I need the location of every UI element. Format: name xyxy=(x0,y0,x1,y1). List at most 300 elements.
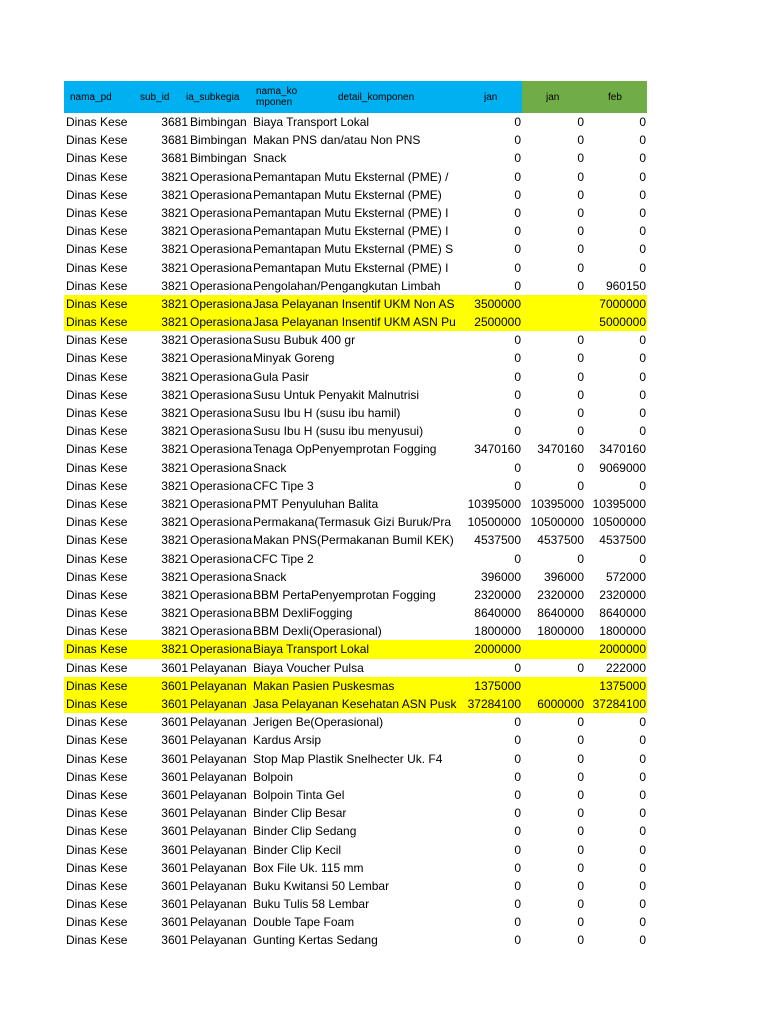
table-row[interactable] xyxy=(64,895,647,913)
cell-subkegiatan[interactable]: Operasiona xyxy=(190,187,252,202)
table-row[interactable] xyxy=(64,822,647,840)
cell-feb[interactable]: 1800000 xyxy=(599,624,646,639)
cell-subkegiatan[interactable]: Operasiona xyxy=(190,606,252,621)
cell-subkegiatan[interactable]: Pelayanan xyxy=(190,660,247,675)
cell-nama-pd[interactable]: Dinas Kese xyxy=(66,878,128,893)
cell-jan-blue[interactable]: 0 xyxy=(514,205,521,220)
cell-jan-green[interactable]: 0 xyxy=(577,133,584,148)
cell-jan-green[interactable]: 0 xyxy=(577,460,584,475)
cell-jan-green[interactable]: 396000 xyxy=(543,569,584,584)
cell-jan-blue[interactable]: 1375000 xyxy=(474,678,521,693)
cell-feb[interactable]: 0 xyxy=(639,369,646,384)
cell-jan-green[interactable]: 0 xyxy=(577,842,584,857)
cell-sub-id[interactable]: 3601 xyxy=(161,842,188,857)
cell-sub-id[interactable]: 3601 xyxy=(161,751,188,766)
cell-nama-pd[interactable]: Dinas Kese xyxy=(66,169,128,184)
cell-sub-id[interactable]: 3821 xyxy=(161,533,188,548)
table-row[interactable] xyxy=(64,295,647,313)
cell-nama-pd[interactable]: Dinas Kese xyxy=(66,205,128,220)
cell-nama-pd[interactable]: Dinas Kese xyxy=(66,897,128,912)
cell-subkegiatan[interactable]: Bimbingan xyxy=(190,115,247,129)
cell-jan-blue[interactable]: 1800000 xyxy=(474,624,521,639)
cell-nama-pd[interactable]: Dinas Kese xyxy=(66,315,128,330)
cell-sub-id[interactable]: 3681 xyxy=(161,115,188,129)
table-row[interactable] xyxy=(64,186,647,204)
cell-detail-komponen[interactable]: BBM DexliFogging xyxy=(253,606,353,621)
cell-subkegiatan[interactable]: Pelayanan xyxy=(190,806,247,821)
table-row[interactable] xyxy=(64,568,647,586)
header-detail-komponen[interactable]: detail_komponen xyxy=(338,91,415,103)
cell-detail-komponen[interactable]: Pemantapan Mutu Eksternal (PME) I xyxy=(253,260,449,275)
cell-detail-komponen[interactable]: BBM PertaPenyemprotan Fogging xyxy=(253,587,436,602)
header-sub-id[interactable]: sub_id xyxy=(140,91,170,103)
cell-feb[interactable]: 0 xyxy=(639,733,646,748)
cell-jan-green[interactable]: 0 xyxy=(577,915,584,930)
cell-nama-pd[interactable]: Dinas Kese xyxy=(66,806,128,821)
cell-jan-blue[interactable]: 0 xyxy=(514,769,521,784)
table-row[interactable] xyxy=(64,550,647,568)
cell-feb[interactable]: 0 xyxy=(639,787,646,802)
cell-sub-id[interactable]: 3821 xyxy=(161,406,188,420)
cell-jan-green[interactable]: 0 xyxy=(577,878,584,893)
cell-detail-komponen[interactable]: BBM Dexli(Operasional) xyxy=(253,624,382,639)
cell-jan-blue[interactable]: 0 xyxy=(514,151,521,166)
cell-detail-komponen[interactable]: Susu Untuk Penyakit Malnutrisi xyxy=(253,387,420,402)
cell-detail-komponen[interactable]: Biaya Transport Lokal xyxy=(253,642,370,657)
cell-feb[interactable]: 0 xyxy=(639,424,646,439)
cell-jan-blue[interactable]: 2320000 xyxy=(474,587,521,602)
cell-sub-id[interactable]: 3601 xyxy=(161,678,188,693)
table-row[interactable] xyxy=(64,531,647,549)
cell-feb[interactable]: 0 xyxy=(639,224,646,239)
cell-nama-pd[interactable]: Dinas Kese xyxy=(66,187,128,202)
cell-detail-komponen[interactable]: Gunting Kertas Sedang xyxy=(253,933,378,948)
cell-feb[interactable]: 222000 xyxy=(605,660,646,675)
cell-feb[interactable]: 0 xyxy=(639,842,646,857)
cell-jan-blue[interactable]: 0 xyxy=(514,460,521,475)
cell-feb[interactable]: 0 xyxy=(639,133,646,148)
cell-subkegiatan[interactable]: Operasiona xyxy=(190,496,252,511)
header-nama-subkegiatan[interactable]: ia_subkegia xyxy=(186,91,240,103)
cell-feb[interactable]: 37284100 xyxy=(592,697,646,711)
cell-detail-komponen[interactable]: Susu Bubuk 400 gr xyxy=(253,333,356,348)
cell-sub-id[interactable]: 3821 xyxy=(161,460,188,475)
cell-nama-pd[interactable]: Dinas Kese xyxy=(66,387,128,402)
cell-detail-komponen[interactable]: Makan PNS dan/atau Non PNS xyxy=(253,133,421,148)
cell-nama-pd[interactable]: Dinas Kese xyxy=(66,478,128,493)
cell-subkegiatan[interactable]: Operasiona xyxy=(190,260,252,275)
cell-jan-blue[interactable]: 4537500 xyxy=(474,533,521,548)
cell-detail-komponen[interactable]: Susu Ibu H (susu ibu menyusui) xyxy=(253,424,424,439)
cell-nama-pd[interactable]: Dinas Kese xyxy=(66,678,128,693)
table-row[interactable] xyxy=(64,495,647,513)
cell-sub-id[interactable]: 3601 xyxy=(161,824,188,839)
cell-jan-green[interactable]: 0 xyxy=(577,224,584,239)
cell-sub-id[interactable]: 3821 xyxy=(161,624,188,639)
table-row[interactable] xyxy=(64,677,647,695)
cell-subkegiatan[interactable]: Pelayanan xyxy=(190,787,247,802)
table-row[interactable] xyxy=(64,513,647,531)
cell-detail-komponen[interactable]: CFC Tipe 2 xyxy=(253,551,314,566)
table-row[interactable] xyxy=(64,622,647,640)
cell-sub-id[interactable]: 3821 xyxy=(161,478,188,493)
cell-nama-pd[interactable]: Dinas Kese xyxy=(66,551,128,566)
cell-sub-id[interactable]: 3821 xyxy=(161,278,188,293)
cell-detail-komponen[interactable]: Pemantapan Mutu Eksternal (PME) / xyxy=(253,169,449,184)
cell-jan-blue[interactable]: 0 xyxy=(514,478,521,493)
cell-detail-komponen[interactable]: Gula Pasir xyxy=(253,369,310,384)
cell-detail-komponen[interactable]: Permakana(Termasuk Gizi Buruk/Pra xyxy=(253,515,452,530)
cell-sub-id[interactable]: 3821 xyxy=(161,260,188,275)
cell-sub-id[interactable]: 3601 xyxy=(161,933,188,948)
cell-jan-green[interactable]: 0 xyxy=(577,751,584,766)
table-row[interactable] xyxy=(64,331,647,349)
cell-jan-blue[interactable]: 0 xyxy=(514,387,521,402)
cell-nama-pd[interactable]: Dinas Kese xyxy=(66,860,128,875)
cell-detail-komponen[interactable]: Kardus Arsip xyxy=(253,733,322,748)
cell-jan-blue[interactable]: 2500000 xyxy=(474,315,521,330)
cell-subkegiatan[interactable]: Pelayanan xyxy=(190,769,247,784)
cell-nama-pd[interactable]: Dinas Kese xyxy=(66,787,128,802)
cell-subkegiatan[interactable]: Operasiona xyxy=(190,369,252,384)
cell-subkegiatan[interactable]: Operasiona xyxy=(190,424,252,439)
cell-sub-id[interactable]: 3821 xyxy=(161,187,188,202)
cell-sub-id[interactable]: 3821 xyxy=(161,642,188,657)
cell-sub-id[interactable]: 3601 xyxy=(161,769,188,784)
cell-nama-pd[interactable]: Dinas Kese xyxy=(66,733,128,748)
cell-subkegiatan[interactable]: Operasiona xyxy=(190,169,252,184)
cell-jan-green[interactable]: 0 xyxy=(577,660,584,675)
cell-jan-blue[interactable]: 0 xyxy=(514,715,521,730)
table-row[interactable] xyxy=(64,113,647,131)
cell-detail-komponen[interactable]: PMT Penyuluhan Balita xyxy=(253,496,379,511)
cell-jan-green[interactable]: 0 xyxy=(577,260,584,275)
cell-subkegiatan[interactable]: Bimbingan xyxy=(190,151,247,166)
table-row[interactable] xyxy=(64,768,647,786)
cell-nama-pd[interactable]: Dinas Kese xyxy=(66,260,128,275)
cell-feb[interactable]: 0 xyxy=(639,387,646,402)
cell-jan-green[interactable]: 0 xyxy=(577,478,584,493)
cell-jan-blue[interactable]: 0 xyxy=(514,224,521,239)
cell-jan-blue[interactable]: 10500000 xyxy=(467,515,521,530)
cell-sub-id[interactable]: 3821 xyxy=(161,551,188,566)
cell-sub-id[interactable]: 3821 xyxy=(161,333,188,348)
cell-feb[interactable]: 0 xyxy=(639,897,646,912)
cell-feb[interactable]: 0 xyxy=(639,351,646,366)
table-row[interactable] xyxy=(64,149,647,167)
table-row[interactable] xyxy=(64,204,647,222)
cell-nama-pd[interactable]: Dinas Kese xyxy=(66,460,128,475)
cell-sub-id[interactable]: 3601 xyxy=(161,897,188,912)
cell-subkegiatan[interactable]: Operasiona xyxy=(190,442,252,457)
cell-jan-green[interactable]: 0 xyxy=(577,115,584,129)
table-row[interactable] xyxy=(64,277,647,295)
table-row[interactable] xyxy=(64,786,647,804)
cell-jan-blue[interactable]: 0 xyxy=(514,878,521,893)
cell-detail-komponen[interactable]: Binder Clip Sedang xyxy=(253,824,357,839)
cell-jan-blue[interactable]: 37284100 xyxy=(467,697,521,711)
cell-jan-blue[interactable]: 0 xyxy=(514,915,521,930)
cell-subkegiatan[interactable]: Operasiona xyxy=(190,278,252,293)
cell-sub-id[interactable]: 3821 xyxy=(161,424,188,439)
cell-jan-blue[interactable]: 0 xyxy=(514,333,521,348)
cell-detail-komponen[interactable]: Binder Clip Besar xyxy=(253,806,347,821)
cell-jan-green[interactable]: 0 xyxy=(577,733,584,748)
cell-jan-green[interactable]: 0 xyxy=(577,715,584,730)
cell-nama-pd[interactable]: Dinas Kese xyxy=(66,406,128,420)
cell-subkegiatan[interactable]: Pelayanan xyxy=(190,824,247,839)
cell-sub-id[interactable]: 3601 xyxy=(161,715,188,730)
cell-detail-komponen[interactable]: Jerigen Be(Operasional) xyxy=(253,715,384,730)
cell-jan-green[interactable]: 0 xyxy=(577,187,584,202)
cell-subkegiatan[interactable]: Operasiona xyxy=(190,224,252,239)
cell-nama-pd[interactable]: Dinas Kese xyxy=(66,496,128,511)
table-row[interactable] xyxy=(64,313,647,331)
cell-detail-komponen[interactable]: Stop Map Plastik Snelhecter Uk. F4 xyxy=(253,751,443,766)
table-row[interactable] xyxy=(64,695,647,713)
cell-jan-green[interactable]: 0 xyxy=(577,551,584,566)
cell-sub-id[interactable]: 3821 xyxy=(161,496,188,511)
cell-sub-id[interactable]: 3821 xyxy=(161,587,188,602)
table-row[interactable] xyxy=(64,477,647,495)
cell-detail-komponen[interactable]: Double Tape Foam xyxy=(253,915,355,930)
table-row[interactable] xyxy=(64,804,647,822)
cell-detail-komponen[interactable]: CFC Tipe 3 xyxy=(253,478,314,493)
table-row[interactable] xyxy=(64,750,647,768)
cell-feb[interactable]: 0 xyxy=(639,806,646,821)
cell-jan-blue[interactable]: 0 xyxy=(514,787,521,802)
cell-sub-id[interactable]: 3821 xyxy=(161,569,188,584)
cell-feb[interactable]: 1375000 xyxy=(599,678,646,693)
cell-nama-pd[interactable]: Dinas Kese xyxy=(66,442,128,457)
cell-jan-blue[interactable]: 0 xyxy=(514,115,521,129)
table-row[interactable] xyxy=(64,386,647,404)
cell-jan-blue[interactable]: 396000 xyxy=(480,569,521,584)
cell-nama-pd[interactable]: Dinas Kese xyxy=(66,533,128,548)
cell-jan-green[interactable]: 2320000 xyxy=(537,587,584,602)
cell-nama-pd[interactable]: Dinas Kese xyxy=(66,842,128,857)
table-row[interactable] xyxy=(64,586,647,604)
cell-sub-id[interactable]: 3601 xyxy=(161,733,188,748)
cell-jan-blue[interactable]: 0 xyxy=(514,860,521,875)
cell-detail-komponen[interactable]: Susu Ibu H (susu ibu hamil) xyxy=(253,406,401,420)
cell-jan-blue[interactable]: 0 xyxy=(514,187,521,202)
header-feb[interactable]: feb xyxy=(608,91,622,103)
cell-subkegiatan[interactable]: Operasiona xyxy=(190,406,252,420)
cell-sub-id[interactable]: 3821 xyxy=(161,606,188,621)
cell-sub-id[interactable]: 3821 xyxy=(161,351,188,366)
table-row[interactable] xyxy=(64,168,647,186)
cell-nama-pd[interactable]: Dinas Kese xyxy=(66,133,128,148)
cell-nama-pd[interactable]: Dinas Kese xyxy=(66,751,128,766)
table-row[interactable] xyxy=(64,368,647,386)
cell-feb[interactable]: 0 xyxy=(639,933,646,948)
table-row[interactable] xyxy=(64,731,647,749)
cell-jan-green[interactable]: 0 xyxy=(577,151,584,166)
cell-feb[interactable]: 0 xyxy=(639,187,646,202)
cell-detail-komponen[interactable]: Box File Uk. 115 mm xyxy=(253,860,364,875)
cell-jan-blue[interactable]: 0 xyxy=(514,897,521,912)
cell-subkegiatan[interactable]: Operasiona xyxy=(190,587,252,602)
cell-sub-id[interactable]: 3601 xyxy=(161,915,188,930)
cell-nama-pd[interactable]: Dinas Kese xyxy=(66,242,128,257)
cell-sub-id[interactable]: 3821 xyxy=(161,387,188,402)
cell-subkegiatan[interactable]: Pelayanan xyxy=(190,860,247,875)
cell-detail-komponen[interactable]: Biaya Transport Lokal xyxy=(253,115,370,129)
cell-nama-pd[interactable]: Dinas Kese xyxy=(66,933,128,948)
cell-jan-blue[interactable]: 0 xyxy=(514,933,521,948)
cell-jan-blue[interactable]: 0 xyxy=(514,424,521,439)
cell-jan-green[interactable]: 0 xyxy=(577,387,584,402)
cell-jan-blue[interactable]: 0 xyxy=(514,751,521,766)
cell-subkegiatan[interactable]: Operasiona xyxy=(190,551,252,566)
cell-jan-green[interactable]: 0 xyxy=(577,933,584,948)
header-jan-green[interactable]: jan xyxy=(546,91,560,103)
cell-jan-green[interactable]: 0 xyxy=(577,860,584,875)
cell-subkegiatan[interactable]: Operasiona xyxy=(190,569,252,584)
table-row[interactable] xyxy=(64,931,647,949)
cell-detail-komponen[interactable]: Bolpoin Tinta Gel xyxy=(253,787,345,802)
table-row[interactable] xyxy=(64,713,647,731)
cell-detail-komponen[interactable]: Pemantapan Mutu Eksternal (PME) S xyxy=(253,242,454,257)
cell-feb[interactable]: 0 xyxy=(639,860,646,875)
cell-jan-blue[interactable]: 0 xyxy=(514,351,521,366)
table-row[interactable] xyxy=(64,222,647,240)
cell-nama-pd[interactable]: Dinas Kese xyxy=(66,624,128,639)
cell-detail-komponen[interactable]: Pemantapan Mutu Eksternal (PME) I xyxy=(253,205,449,220)
cell-feb[interactable]: 5000000 xyxy=(599,315,646,330)
table-row[interactable] xyxy=(64,131,647,149)
cell-jan-green[interactable]: 6000000 xyxy=(537,697,584,711)
cell-subkegiatan[interactable]: Pelayanan xyxy=(190,842,247,857)
cell-feb[interactable]: 10395000 xyxy=(592,496,646,511)
cell-feb[interactable]: 0 xyxy=(639,205,646,220)
cell-subkegiatan[interactable]: Pelayanan xyxy=(190,733,247,748)
cell-nama-pd[interactable]: Dinas Kese xyxy=(66,224,128,239)
cell-detail-komponen[interactable]: Snack xyxy=(253,460,287,475)
cell-detail-komponen[interactable]: Pemantapan Mutu Eksternal (PME) I xyxy=(253,224,449,239)
cell-sub-id[interactable]: 3821 xyxy=(161,315,188,330)
cell-jan-green[interactable]: 0 xyxy=(577,333,584,348)
cell-nama-pd[interactable]: Dinas Kese xyxy=(66,351,128,366)
cell-detail-komponen[interactable]: Buku Tulis 58 Lembar xyxy=(253,897,370,912)
cell-nama-pd[interactable]: Dinas Kese xyxy=(66,660,128,675)
cell-subkegiatan[interactable]: Pelayanan xyxy=(190,697,247,711)
cell-jan-blue[interactable]: 8640000 xyxy=(474,606,521,621)
cell-nama-pd[interactable]: Dinas Kese xyxy=(66,769,128,784)
cell-jan-blue[interactable]: 0 xyxy=(514,242,521,257)
cell-jan-green[interactable]: 0 xyxy=(577,824,584,839)
cell-jan-blue[interactable]: 0 xyxy=(514,369,521,384)
cell-sub-id[interactable]: 3601 xyxy=(161,806,188,821)
cell-sub-id[interactable]: 3821 xyxy=(161,169,188,184)
cell-feb[interactable]: 0 xyxy=(639,751,646,766)
cell-subkegiatan[interactable]: Operasiona xyxy=(190,460,252,475)
cell-sub-id[interactable]: 3601 xyxy=(161,878,188,893)
cell-jan-green[interactable]: 0 xyxy=(577,424,584,439)
cell-jan-green[interactable]: 0 xyxy=(577,806,584,821)
cell-jan-blue[interactable]: 0 xyxy=(514,133,521,148)
table-row[interactable] xyxy=(64,459,647,477)
cell-jan-blue[interactable]: 3470160 xyxy=(474,442,521,457)
cell-nama-pd[interactable]: Dinas Kese xyxy=(66,697,128,711)
table-row[interactable] xyxy=(64,404,647,422)
cell-nama-pd[interactable]: Dinas Kese xyxy=(66,151,128,166)
cell-detail-komponen[interactable]: Biaya Voucher Pulsa xyxy=(253,660,364,675)
cell-sub-id[interactable]: 3681 xyxy=(161,151,188,166)
table-row[interactable] xyxy=(64,259,647,277)
cell-subkegiatan[interactable]: Pelayanan xyxy=(190,933,247,948)
cell-jan-green[interactable]: 0 xyxy=(577,278,584,293)
cell-jan-blue[interactable]: 0 xyxy=(514,260,521,275)
cell-sub-id[interactable]: 3601 xyxy=(161,660,188,675)
cell-subkegiatan[interactable]: Pelayanan xyxy=(190,751,247,766)
cell-feb[interactable]: 8640000 xyxy=(599,606,646,621)
cell-sub-id[interactable]: 3821 xyxy=(161,205,188,220)
cell-subkegiatan[interactable]: Pelayanan xyxy=(190,678,247,693)
cell-feb[interactable]: 0 xyxy=(639,333,646,348)
cell-nama-pd[interactable]: Dinas Kese xyxy=(66,642,128,657)
cell-jan-blue[interactable]: 0 xyxy=(514,733,521,748)
cell-subkegiatan[interactable]: Operasiona xyxy=(190,387,252,402)
table-row[interactable] xyxy=(64,604,647,622)
cell-detail-komponen[interactable]: Binder Clip Kecil xyxy=(253,842,342,857)
cell-feb[interactable]: 0 xyxy=(639,115,646,129)
cell-detail-komponen[interactable]: Buku Kwitansi 50 Lembar xyxy=(253,878,390,893)
cell-detail-komponen[interactable]: Jasa Pelayanan Insentif UKM Non AS xyxy=(253,296,455,311)
cell-sub-id[interactable]: 3601 xyxy=(161,787,188,802)
cell-detail-komponen[interactable]: Snack xyxy=(253,569,287,584)
cell-jan-green[interactable]: 0 xyxy=(577,205,584,220)
cell-nama-pd[interactable]: Dinas Kese xyxy=(66,606,128,621)
cell-jan-green[interactable]: 0 xyxy=(577,242,584,257)
cell-feb[interactable]: 0 xyxy=(639,478,646,493)
cell-jan-blue[interactable]: 3500000 xyxy=(474,296,521,311)
cell-nama-pd[interactable]: Dinas Kese xyxy=(66,424,128,439)
cell-subkegiatan[interactable]: Operasiona xyxy=(190,515,252,530)
table-row[interactable] xyxy=(64,913,647,931)
cell-feb[interactable]: 0 xyxy=(639,151,646,166)
cell-sub-id[interactable]: 3601 xyxy=(161,697,188,711)
cell-detail-komponen[interactable]: Minyak Goreng xyxy=(253,351,335,366)
cell-detail-komponen[interactable]: Makan PNS(Permakanan Bumil KEK) xyxy=(253,533,454,548)
cell-feb[interactable]: 0 xyxy=(639,242,646,257)
cell-nama-pd[interactable]: Dinas Kese xyxy=(66,115,128,129)
cell-detail-komponen[interactable]: Snack xyxy=(253,151,287,166)
cell-jan-green[interactable]: 0 xyxy=(577,769,584,784)
cell-subkegiatan[interactable]: Pelayanan xyxy=(190,878,247,893)
cell-subkegiatan[interactable]: Pelayanan xyxy=(190,897,247,912)
table-row[interactable] xyxy=(64,240,647,258)
cell-jan-blue[interactable]: 0 xyxy=(514,551,521,566)
cell-nama-pd[interactable]: Dinas Kese xyxy=(66,915,128,930)
cell-sub-id[interactable]: 3821 xyxy=(161,296,188,311)
cell-feb[interactable]: 0 xyxy=(639,824,646,839)
cell-jan-green[interactable]: 4537500 xyxy=(537,533,584,548)
table-row[interactable] xyxy=(64,349,647,367)
cell-feb[interactable]: 0 xyxy=(639,715,646,730)
cell-jan-blue[interactable]: 0 xyxy=(514,806,521,821)
cell-subkegiatan[interactable]: Operasiona xyxy=(190,296,252,311)
header-nama-komponen[interactable] xyxy=(256,81,316,113)
cell-nama-pd[interactable]: Dinas Kese xyxy=(66,569,128,584)
cell-jan-green[interactable]: 1800000 xyxy=(537,624,584,639)
cell-detail-komponen[interactable]: Makan Pasien Puskesmas xyxy=(253,678,395,693)
cell-feb[interactable]: 2000000 xyxy=(599,642,646,657)
cell-jan-green[interactable]: 0 xyxy=(577,787,584,802)
header-jan-blue[interactable]: jan xyxy=(484,91,498,103)
cell-jan-blue[interactable]: 0 xyxy=(514,169,521,184)
